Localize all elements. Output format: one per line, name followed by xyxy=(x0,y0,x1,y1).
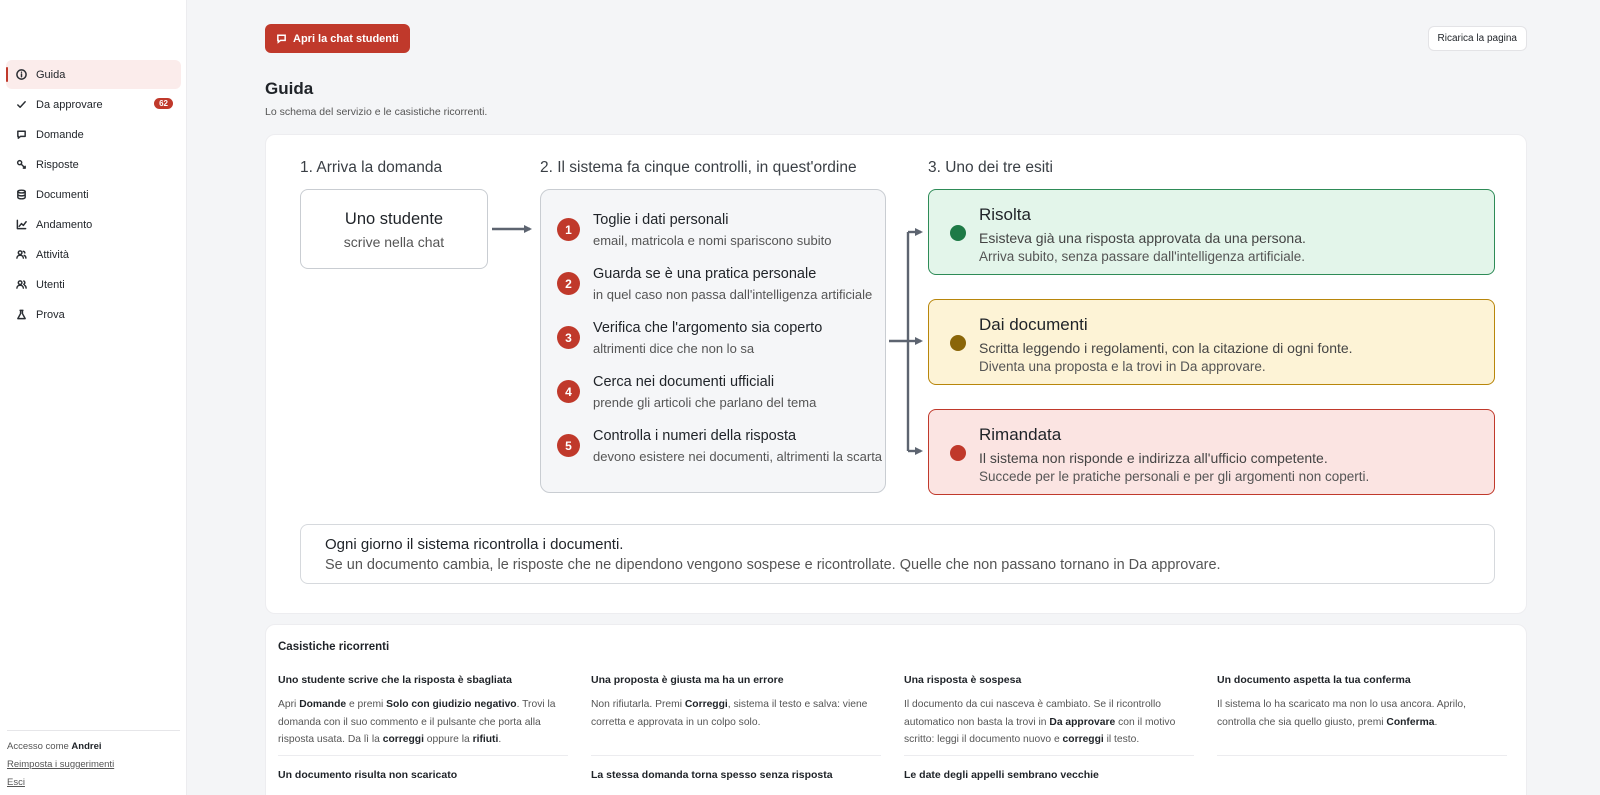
case-heading: Le date degli appelli sembrano vecchie xyxy=(904,769,1099,781)
sidebar xyxy=(0,0,187,795)
step3-title: 3. Uno dei tre esiti xyxy=(928,159,1053,176)
logout-link[interactable]: Esci xyxy=(7,777,25,788)
case-item xyxy=(1217,674,1507,731)
user-name: Andrei xyxy=(71,741,102,752)
info-icon xyxy=(15,69,27,81)
case-item xyxy=(904,769,1194,791)
check-step xyxy=(541,320,887,370)
sidebar-item-andamento[interactable] xyxy=(6,210,181,239)
case-heading: Una proposta è giusta ma ha un errore xyxy=(591,674,784,686)
sidebar-item-label: Domande xyxy=(36,128,84,141)
checks-box xyxy=(540,189,886,493)
case-heading: Una risposta è sospesa xyxy=(904,674,1022,686)
check-step xyxy=(541,266,887,316)
case-body: Il sistema lo ha scaricato ma non lo usa ancora. Aprilo, controlla che sia quello giusto, premi Conferma. xyxy=(1217,699,1466,728)
chat-bubble-icon xyxy=(276,33,287,44)
sidebar-item-risposte[interactable] xyxy=(6,150,181,179)
case-item xyxy=(591,674,881,731)
sidebar-item-documenti[interactable] xyxy=(6,180,181,209)
step-number: 1 xyxy=(557,218,580,241)
sidebar-item-prova[interactable] xyxy=(6,300,181,329)
check-icon xyxy=(15,99,27,111)
step-title: Controlla i numeri della risposta xyxy=(593,428,797,444)
users-activity-icon xyxy=(15,249,27,261)
case-item xyxy=(591,769,881,791)
reset-suggestions-link[interactable]: Reimposta i suggerimenti xyxy=(7,759,115,770)
outcome-line: Scritta leggendo i regolamenti, con la citazione di ogni fonte. xyxy=(979,340,1353,356)
users-icon xyxy=(15,279,27,291)
step-subtitle: devono esistere nei documenti, altrimenti la scarta xyxy=(593,449,883,464)
check-step xyxy=(541,428,887,478)
outcome-deferred xyxy=(928,409,1495,495)
status-dot xyxy=(950,225,966,241)
database-icon xyxy=(15,189,27,201)
outcome-note: Succede per le pratiche personali e per gli argomenti non coperti. xyxy=(979,469,1370,484)
daily-recheck-notice xyxy=(300,524,1495,584)
outcome-title: Dai documenti xyxy=(979,315,1088,334)
sidebar-item-da-approvare[interactable] xyxy=(6,90,181,119)
step-title: Guarda se è una pratica personale xyxy=(593,266,817,282)
step1-title: 1. Arriva la domanda xyxy=(300,159,443,176)
sidebar-item-guida[interactable] xyxy=(6,60,181,89)
status-dot xyxy=(950,335,966,351)
pending-count-badge: 62 xyxy=(154,98,173,109)
case-body: Non rifiutarla. Premi Correggi, sistema il testo e salva: viene corretta e approvata in un colpo solo. xyxy=(591,699,868,728)
page-subtitle: Lo schema del servizio e le casistiche ricorrenti. xyxy=(265,106,488,118)
case-item xyxy=(904,674,1194,749)
step-subtitle: in quel caso non passa dall'intelligenza artificiale xyxy=(593,287,873,302)
outcome-title: Rimandata xyxy=(979,425,1062,444)
sidebar-item-label: Da approvare xyxy=(36,98,103,111)
step-subtitle: email, matricola e nomi spariscono subito xyxy=(593,233,832,248)
open-student-chat-button[interactable] xyxy=(265,24,410,53)
case-body: Il documento da cui nasceva è cambiato. Se il ricontrollo automatico non basta la trovi in Da approvare con il motivo scritto: leggi il documento nuovo e correggi il testo. xyxy=(904,699,1176,745)
step-title: Cerca nei documenti ufficiali xyxy=(593,374,775,390)
sidebar-item-label: Risposte xyxy=(36,158,79,171)
sidebar-item-label: Prova xyxy=(36,308,65,321)
sidebar-nav xyxy=(6,60,181,330)
sidebar-item-utenti[interactable] xyxy=(6,270,181,299)
step-title: Verifica che l'argomento sia coperto xyxy=(593,320,823,336)
open-student-chat-label: Apri la chat studenti xyxy=(293,32,399,45)
reload-page-button[interactable]: Ricarica la pagina xyxy=(1428,26,1528,51)
sidebar-item-label: Guida xyxy=(36,68,66,81)
check-step xyxy=(541,212,887,262)
step-number: 3 xyxy=(557,326,580,349)
outcome-line: Esisteva già una risposta approvata da una persona. xyxy=(979,230,1306,246)
case-heading: La stessa domanda torna spesso senza risposta xyxy=(591,769,833,781)
student-box-subtitle: scrive nella chat xyxy=(343,234,445,250)
case-divider xyxy=(1217,755,1507,756)
case-divider xyxy=(591,755,881,756)
case-item xyxy=(278,769,568,791)
outcome-note: Diventa una proposta e la trovi in Da approvare. xyxy=(979,359,1266,374)
outcome-title: Risolta xyxy=(979,205,1031,224)
sidebar-item-label: Attività xyxy=(36,248,70,261)
case-item xyxy=(278,674,568,749)
case-body: Apri Domande e premi Solo con giudizio negativo. Trovi la domanda con il suo commento e il pulsante che porta alla risposta usata. Da lì la correggi oppure la rifiuti. xyxy=(278,699,556,745)
chat-bubble-icon xyxy=(15,129,27,141)
page-title: Guida xyxy=(265,79,314,98)
case-heading: Un documento aspetta la tua conferma xyxy=(1217,674,1411,686)
outcome-line: Il sistema non risponde e indirizza all'ufficio competente. xyxy=(979,450,1328,466)
notice-title: Ogni giorno il sistema ricontrolla i documenti. xyxy=(325,536,624,553)
case-heading: Un documento risulta non scaricato xyxy=(278,769,458,781)
outcome-resolved xyxy=(928,189,1495,275)
step-subtitle: prende gli articoli che parlano del tema xyxy=(593,395,817,410)
sidebar-item-label: Documenti xyxy=(36,188,89,201)
step-title: Toglie i dati personali xyxy=(593,212,729,228)
case-heading: Uno studente scrive che la risposta è sbagliata xyxy=(278,674,512,686)
step-number: 4 xyxy=(557,380,580,403)
service-flow-card xyxy=(265,134,1527,614)
outcome-from-documents xyxy=(928,299,1495,385)
step-subtitle: altrimenti dice che non lo sa xyxy=(593,341,755,356)
step-number: 2 xyxy=(557,272,580,295)
sidebar-item-domande[interactable] xyxy=(6,120,181,149)
access-prefix: Accesso come xyxy=(7,741,72,752)
reply-icon xyxy=(15,159,27,171)
step-number: 5 xyxy=(557,434,580,457)
case-divider xyxy=(278,755,568,756)
case-divider xyxy=(904,755,1194,756)
sidebar-item-attivita[interactable] xyxy=(6,240,181,269)
status-dot xyxy=(950,445,966,461)
logged-in-as xyxy=(7,741,180,759)
notice-text: Se un documento cambia, le risposte che ne dipendono vengono sospese e ricontrollate. Quelle che non passano tornano in Da approvare. xyxy=(325,557,1221,573)
student-box xyxy=(300,189,488,269)
step2-title: 2. Il sistema fa cinque controlli, in quest'ordine xyxy=(540,159,857,176)
outcome-note: Arriva subito, senza passare dall'intelligenza artificiale. xyxy=(979,249,1305,264)
sidebar-item-label: Andamento xyxy=(36,218,93,231)
student-box-title: Uno studente xyxy=(344,210,444,228)
recurring-cases-title: Casistiche ricorrenti xyxy=(278,641,390,653)
sidebar-footer xyxy=(7,730,180,795)
sidebar-item-label: Utenti xyxy=(36,278,65,291)
flask-icon xyxy=(15,309,27,321)
line-chart-icon xyxy=(15,219,27,231)
check-step xyxy=(541,374,887,424)
